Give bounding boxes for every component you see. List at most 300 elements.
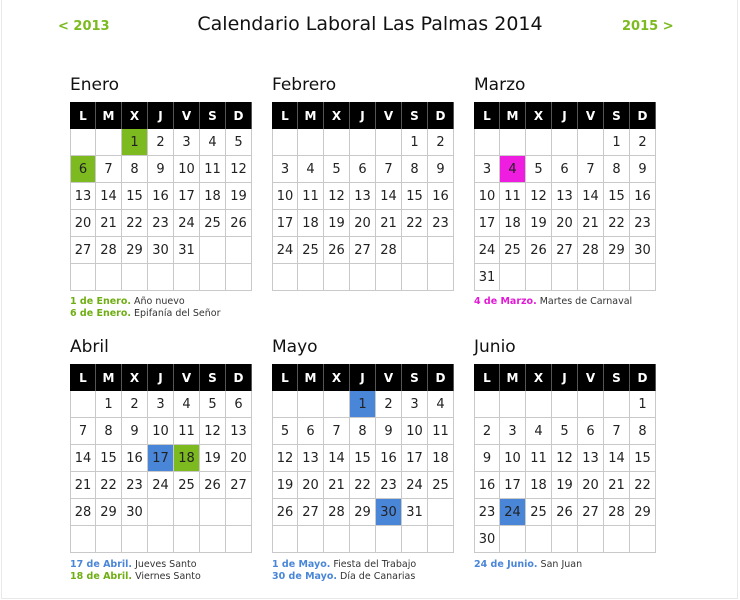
day-cell[interactable]: 10: [402, 418, 428, 445]
day-cell[interactable]: 28: [578, 237, 604, 264]
day-cell[interactable]: 1: [630, 391, 656, 418]
day-cell[interactable]: 7: [70, 418, 96, 445]
empty-cell: [578, 391, 604, 418]
day-cell[interactable]: 11: [200, 156, 226, 183]
empty-cell: [324, 129, 350, 156]
weekday-header: D: [226, 102, 252, 129]
empty-cell: [350, 129, 376, 156]
weekday-header: V: [578, 364, 604, 391]
weekday-header: L: [70, 102, 96, 129]
day-cell[interactable]: 28: [376, 237, 402, 264]
empty-cell: [200, 237, 226, 264]
day-cell[interactable]: 13: [298, 445, 324, 472]
day-cell[interactable]: 26: [226, 210, 252, 237]
empty-cell: [376, 526, 402, 553]
day-cell[interactable]: 9: [122, 418, 148, 445]
day-cell[interactable]: 28: [324, 499, 350, 526]
weekday-header: S: [200, 102, 226, 129]
day-cell[interactable]: 2: [376, 391, 402, 418]
month-name: Abril: [70, 337, 109, 357]
day-cell[interactable]: 29: [350, 499, 376, 526]
month-grid: [474, 102, 656, 291]
day-cell[interactable]: 18: [526, 472, 552, 499]
day-cell[interactable]: 4: [500, 156, 526, 183]
day-cell[interactable]: 24: [272, 237, 298, 264]
day-cell[interactable]: 28: [604, 499, 630, 526]
day-cell[interactable]: 29: [122, 237, 148, 264]
day-cell[interactable]: 20: [552, 210, 578, 237]
day-cell[interactable]: 5: [552, 418, 578, 445]
empty-cell: [70, 264, 96, 291]
holiday-date: 18 de Abril.: [70, 571, 133, 582]
day-cell[interactable]: 9: [474, 445, 500, 472]
month-2: [272, 75, 454, 315]
day-cell[interactable]: 17: [500, 472, 526, 499]
day-cell[interactable]: 30: [474, 526, 500, 553]
day-cell[interactable]: 23: [428, 210, 454, 237]
empty-cell: [70, 391, 96, 418]
day-cell[interactable]: 22: [604, 210, 630, 237]
day-cell[interactable]: 15: [350, 445, 376, 472]
weekday-header: L: [70, 364, 96, 391]
day-cell[interactable]: 15: [122, 183, 148, 210]
empty-cell: [552, 391, 578, 418]
weekday-header: X: [122, 102, 148, 129]
empty-cell: [526, 264, 552, 291]
day-cell[interactable]: 26: [526, 237, 552, 264]
day-cell[interactable]: 5: [200, 391, 226, 418]
day-cell[interactable]: 13: [552, 183, 578, 210]
month-grid: [272, 364, 454, 553]
day-cell[interactable]: 14: [70, 445, 96, 472]
day-cell[interactable]: 27: [298, 499, 324, 526]
day-cell[interactable]: 3: [148, 391, 174, 418]
empty-cell: [526, 391, 552, 418]
empty-cell: [402, 526, 428, 553]
day-cell[interactable]: 15: [630, 445, 656, 472]
day-cell[interactable]: 10: [474, 183, 500, 210]
day-cell[interactable]: 22: [630, 472, 656, 499]
day-cell[interactable]: 6: [70, 156, 96, 183]
day-cell[interactable]: 7: [604, 418, 630, 445]
weekday-header: V: [578, 102, 604, 129]
day-cell[interactable]: 26: [324, 237, 350, 264]
day-cell[interactable]: 3: [474, 156, 500, 183]
day-cell[interactable]: 8: [350, 418, 376, 445]
empty-cell: [200, 264, 226, 291]
empty-cell: [578, 264, 604, 291]
empty-cell: [70, 526, 96, 553]
day-cell[interactable]: 21: [376, 210, 402, 237]
day-cell[interactable]: 20: [578, 472, 604, 499]
day-cell[interactable]: 21: [604, 472, 630, 499]
empty-cell: [122, 526, 148, 553]
day-cell[interactable]: 28: [70, 499, 96, 526]
day-cell[interactable]: 1: [402, 129, 428, 156]
day-cell[interactable]: 25: [500, 237, 526, 264]
day-cell[interactable]: 26: [200, 472, 226, 499]
day-cell[interactable]: 16: [630, 183, 656, 210]
day-cell[interactable]: 19: [200, 445, 226, 472]
day-cell[interactable]: 18: [200, 183, 226, 210]
day-cell[interactable]: 1: [122, 129, 148, 156]
empty-cell: [500, 526, 526, 553]
day-cell[interactable]: 22: [402, 210, 428, 237]
day-cell[interactable]: 10: [174, 156, 200, 183]
day-cell[interactable]: 24: [500, 499, 526, 526]
empty-cell: [604, 264, 630, 291]
day-cell[interactable]: 11: [428, 418, 454, 445]
day-cell[interactable]: 4: [174, 391, 200, 418]
day-cell[interactable]: 6: [298, 418, 324, 445]
weekday-header: J: [148, 364, 174, 391]
day-cell[interactable]: 1: [604, 129, 630, 156]
day-cell[interactable]: 21: [70, 472, 96, 499]
day-cell[interactable]: 25: [526, 499, 552, 526]
day-cell[interactable]: 27: [350, 237, 376, 264]
empty-cell: [376, 129, 402, 156]
day-cell[interactable]: 3: [402, 391, 428, 418]
holiday-notes: [474, 296, 632, 308]
empty-cell: [526, 526, 552, 553]
holiday-date: 17 de Abril.: [70, 559, 133, 570]
day-cell[interactable]: 27: [578, 499, 604, 526]
day-cell[interactable]: 14: [604, 445, 630, 472]
day-cell[interactable]: 11: [174, 418, 200, 445]
day-cell[interactable]: 17: [272, 210, 298, 237]
day-cell[interactable]: 6: [350, 156, 376, 183]
day-cell[interactable]: 27: [552, 237, 578, 264]
day-cell[interactable]: 23: [474, 499, 500, 526]
day-cell[interactable]: 14: [578, 183, 604, 210]
weekday-header: D: [428, 102, 454, 129]
day-cell[interactable]: 3: [174, 129, 200, 156]
empty-cell: [148, 264, 174, 291]
day-cell[interactable]: 26: [272, 499, 298, 526]
weekday-header: S: [200, 364, 226, 391]
weekday-header: X: [526, 364, 552, 391]
day-cell[interactable]: 12: [200, 418, 226, 445]
day-cell[interactable]: 12: [552, 445, 578, 472]
day-cell[interactable]: 18: [428, 445, 454, 472]
day-cell[interactable]: 27: [226, 472, 252, 499]
empty-cell: [174, 264, 200, 291]
day-cell[interactable]: 27: [70, 237, 96, 264]
day-cell[interactable]: 14: [376, 183, 402, 210]
day-cell[interactable]: 2: [474, 418, 500, 445]
day-cell[interactable]: 12: [226, 156, 252, 183]
day-cell[interactable]: 30: [376, 499, 402, 526]
empty-cell: [552, 526, 578, 553]
day-cell[interactable]: 13: [70, 183, 96, 210]
day-cell[interactable]: 17: [474, 210, 500, 237]
day-cell[interactable]: 8: [630, 418, 656, 445]
day-cell[interactable]: 26: [552, 499, 578, 526]
day-cell[interactable]: 4: [298, 156, 324, 183]
weekday-header: S: [604, 102, 630, 129]
day-cell[interactable]: 10: [148, 418, 174, 445]
next-year-link[interactable]: 2015 >: [622, 19, 674, 34]
weekday-header: L: [272, 102, 298, 129]
weekday-header: L: [474, 102, 500, 129]
day-cell[interactable]: 23: [122, 472, 148, 499]
day-cell[interactable]: 20: [226, 445, 252, 472]
empty-cell: [474, 129, 500, 156]
holiday-note: [272, 559, 416, 571]
day-cell[interactable]: 21: [324, 472, 350, 499]
day-cell[interactable]: 25: [298, 237, 324, 264]
day-cell[interactable]: 18: [298, 210, 324, 237]
day-cell[interactable]: 21: [578, 210, 604, 237]
holiday-name: Día de Canarias: [336, 571, 416, 582]
empty-cell: [552, 264, 578, 291]
previous-year-link[interactable]: < 2013: [58, 19, 110, 34]
weekday-header: D: [428, 364, 454, 391]
day-cell[interactable]: 7: [376, 156, 402, 183]
day-cell[interactable]: 6: [226, 391, 252, 418]
day-cell[interactable]: 5: [226, 129, 252, 156]
day-cell[interactable]: 7: [578, 156, 604, 183]
weekday-header: D: [630, 102, 656, 129]
day-cell[interactable]: 25: [428, 472, 454, 499]
day-cell[interactable]: 3: [272, 156, 298, 183]
month-name: Febrero: [272, 75, 337, 95]
day-cell[interactable]: 8: [96, 418, 122, 445]
day-cell[interactable]: 5: [272, 418, 298, 445]
empty-cell: [122, 264, 148, 291]
day-cell[interactable]: 23: [630, 210, 656, 237]
day-cell[interactable]: 17: [402, 445, 428, 472]
day-cell[interactable]: 14: [324, 445, 350, 472]
holiday-note: [272, 571, 416, 583]
day-cell[interactable]: 22: [350, 472, 376, 499]
empty-cell: [324, 526, 350, 553]
day-cell[interactable]: 11: [298, 183, 324, 210]
month-3: [474, 75, 656, 315]
day-cell[interactable]: 25: [200, 210, 226, 237]
holiday-name: Viernes Santo: [132, 571, 201, 582]
month-6: [474, 337, 656, 577]
day-cell[interactable]: 23: [376, 472, 402, 499]
day-cell[interactable]: 29: [604, 237, 630, 264]
day-cell[interactable]: 2: [428, 129, 454, 156]
empty-cell: [578, 129, 604, 156]
day-cell[interactable]: 28: [96, 237, 122, 264]
empty-cell: [324, 264, 350, 291]
day-cell[interactable]: 29: [96, 499, 122, 526]
day-cell[interactable]: 16: [148, 183, 174, 210]
day-cell[interactable]: 19: [552, 472, 578, 499]
day-cell[interactable]: 24: [402, 472, 428, 499]
month-4: [70, 337, 252, 577]
day-cell[interactable]: 1: [350, 391, 376, 418]
holiday-date: 1 de Enero.: [70, 296, 131, 307]
day-cell[interactable]: 13: [578, 445, 604, 472]
day-cell[interactable]: 16: [428, 183, 454, 210]
weekday-header: M: [500, 102, 526, 129]
day-cell[interactable]: 17: [148, 445, 174, 472]
weekday-header: V: [376, 102, 402, 129]
weekday-header: M: [298, 102, 324, 129]
day-cell[interactable]: 14: [96, 183, 122, 210]
day-cell[interactable]: 17: [174, 183, 200, 210]
day-cell[interactable]: 23: [148, 210, 174, 237]
holiday-note: [70, 559, 201, 571]
weekday-header: S: [402, 364, 428, 391]
holiday-name: Epifanía del Señor: [131, 308, 221, 319]
day-cell[interactable]: 19: [324, 210, 350, 237]
day-cell[interactable]: 24: [174, 210, 200, 237]
day-cell[interactable]: 2: [122, 391, 148, 418]
day-cell[interactable]: 30: [630, 237, 656, 264]
weekday-header: J: [552, 364, 578, 391]
day-cell[interactable]: 9: [428, 156, 454, 183]
day-cell[interactable]: 2: [148, 129, 174, 156]
day-cell[interactable]: 20: [70, 210, 96, 237]
day-cell[interactable]: 30: [148, 237, 174, 264]
empty-cell: [428, 499, 454, 526]
weekday-header: M: [500, 364, 526, 391]
weekday-header: M: [96, 102, 122, 129]
day-cell[interactable]: 10: [500, 445, 526, 472]
day-cell[interactable]: 25: [174, 472, 200, 499]
day-cell[interactable]: 15: [604, 183, 630, 210]
day-cell[interactable]: 6: [552, 156, 578, 183]
weekday-header: J: [350, 364, 376, 391]
weekday-header: D: [630, 364, 656, 391]
empty-cell: [70, 129, 96, 156]
day-cell[interactable]: 10: [272, 183, 298, 210]
empty-cell: [298, 391, 324, 418]
day-cell[interactable]: 5: [324, 156, 350, 183]
day-cell[interactable]: 12: [272, 445, 298, 472]
empty-cell: [474, 391, 500, 418]
day-cell[interactable]: 24: [148, 472, 174, 499]
weekday-header: X: [122, 364, 148, 391]
day-cell[interactable]: 3: [500, 418, 526, 445]
day-cell[interactable]: 24: [474, 237, 500, 264]
weekday-header: X: [526, 102, 552, 129]
day-cell[interactable]: 19: [272, 472, 298, 499]
day-cell[interactable]: 31: [474, 264, 500, 291]
month-grid: [272, 102, 454, 291]
empty-cell: [96, 129, 122, 156]
empty-cell: [272, 391, 298, 418]
day-cell[interactable]: 7: [324, 418, 350, 445]
day-cell[interactable]: 13: [226, 418, 252, 445]
day-cell[interactable]: 29: [630, 499, 656, 526]
day-cell[interactable]: 12: [526, 183, 552, 210]
day-cell[interactable]: 8: [604, 156, 630, 183]
empty-cell: [630, 526, 656, 553]
day-cell[interactable]: 31: [174, 237, 200, 264]
holiday-date: 4 de Marzo.: [474, 296, 537, 307]
day-cell[interactable]: 31: [402, 499, 428, 526]
month-name: Junio: [474, 337, 516, 357]
holiday-date: 6 de Enero.: [70, 308, 131, 319]
day-cell[interactable]: 7: [96, 156, 122, 183]
empty-cell: [402, 237, 428, 264]
empty-cell: [402, 264, 428, 291]
empty-cell: [298, 264, 324, 291]
day-cell[interactable]: 8: [402, 156, 428, 183]
day-cell[interactable]: 15: [96, 445, 122, 472]
holiday-name: San Juan: [537, 559, 583, 570]
day-cell[interactable]: 18: [174, 445, 200, 472]
empty-cell: [200, 526, 226, 553]
month-name: Enero: [70, 75, 119, 95]
day-cell[interactable]: 13: [350, 183, 376, 210]
day-cell[interactable]: 8: [122, 156, 148, 183]
month-grid: [70, 102, 252, 291]
holiday-notes: [474, 559, 582, 571]
weekday-header: S: [402, 102, 428, 129]
day-cell[interactable]: 19: [526, 210, 552, 237]
day-cell[interactable]: 4: [428, 391, 454, 418]
empty-cell: [578, 526, 604, 553]
weekday-header: L: [272, 364, 298, 391]
month-name: Mayo: [272, 337, 318, 357]
day-cell[interactable]: 11: [500, 183, 526, 210]
day-cell[interactable]: 19: [226, 183, 252, 210]
day-cell[interactable]: 16: [376, 445, 402, 472]
empty-cell: [174, 499, 200, 526]
weekday-header: M: [298, 364, 324, 391]
day-cell[interactable]: 16: [474, 472, 500, 499]
weekday-header: V: [174, 102, 200, 129]
weekday-header: X: [324, 364, 350, 391]
weekday-header: J: [148, 102, 174, 129]
holiday-name: Fiesta del Trabajo: [330, 559, 417, 570]
day-cell[interactable]: 22: [96, 472, 122, 499]
day-cell[interactable]: 9: [630, 156, 656, 183]
weekday-header: D: [226, 364, 252, 391]
empty-cell: [630, 264, 656, 291]
empty-cell: [428, 526, 454, 553]
empty-cell: [604, 526, 630, 553]
empty-cell: [500, 129, 526, 156]
day-cell[interactable]: 20: [298, 472, 324, 499]
day-cell[interactable]: 9: [376, 418, 402, 445]
day-cell[interactable]: 30: [122, 499, 148, 526]
holiday-name: Jueves Santo: [132, 559, 197, 570]
empty-cell: [174, 526, 200, 553]
empty-cell: [350, 526, 376, 553]
weekday-header: M: [96, 364, 122, 391]
empty-cell: [272, 526, 298, 553]
day-cell[interactable]: 4: [200, 129, 226, 156]
day-cell[interactable]: 9: [148, 156, 174, 183]
day-cell[interactable]: 15: [402, 183, 428, 210]
day-cell[interactable]: 5: [526, 156, 552, 183]
holiday-note: [70, 296, 221, 308]
day-cell[interactable]: 2: [630, 129, 656, 156]
day-cell[interactable]: 21: [96, 210, 122, 237]
month-grid: [70, 364, 252, 553]
day-cell[interactable]: 22: [122, 210, 148, 237]
day-cell[interactable]: 18: [500, 210, 526, 237]
day-cell[interactable]: 20: [350, 210, 376, 237]
day-cell[interactable]: 4: [526, 418, 552, 445]
weekday-header: S: [604, 364, 630, 391]
day-cell[interactable]: 1: [96, 391, 122, 418]
day-cell[interactable]: 6: [578, 418, 604, 445]
day-cell[interactable]: 16: [122, 445, 148, 472]
empty-cell: [272, 264, 298, 291]
day-cell[interactable]: 12: [324, 183, 350, 210]
day-cell[interactable]: 11: [526, 445, 552, 472]
holiday-note: [474, 559, 582, 571]
